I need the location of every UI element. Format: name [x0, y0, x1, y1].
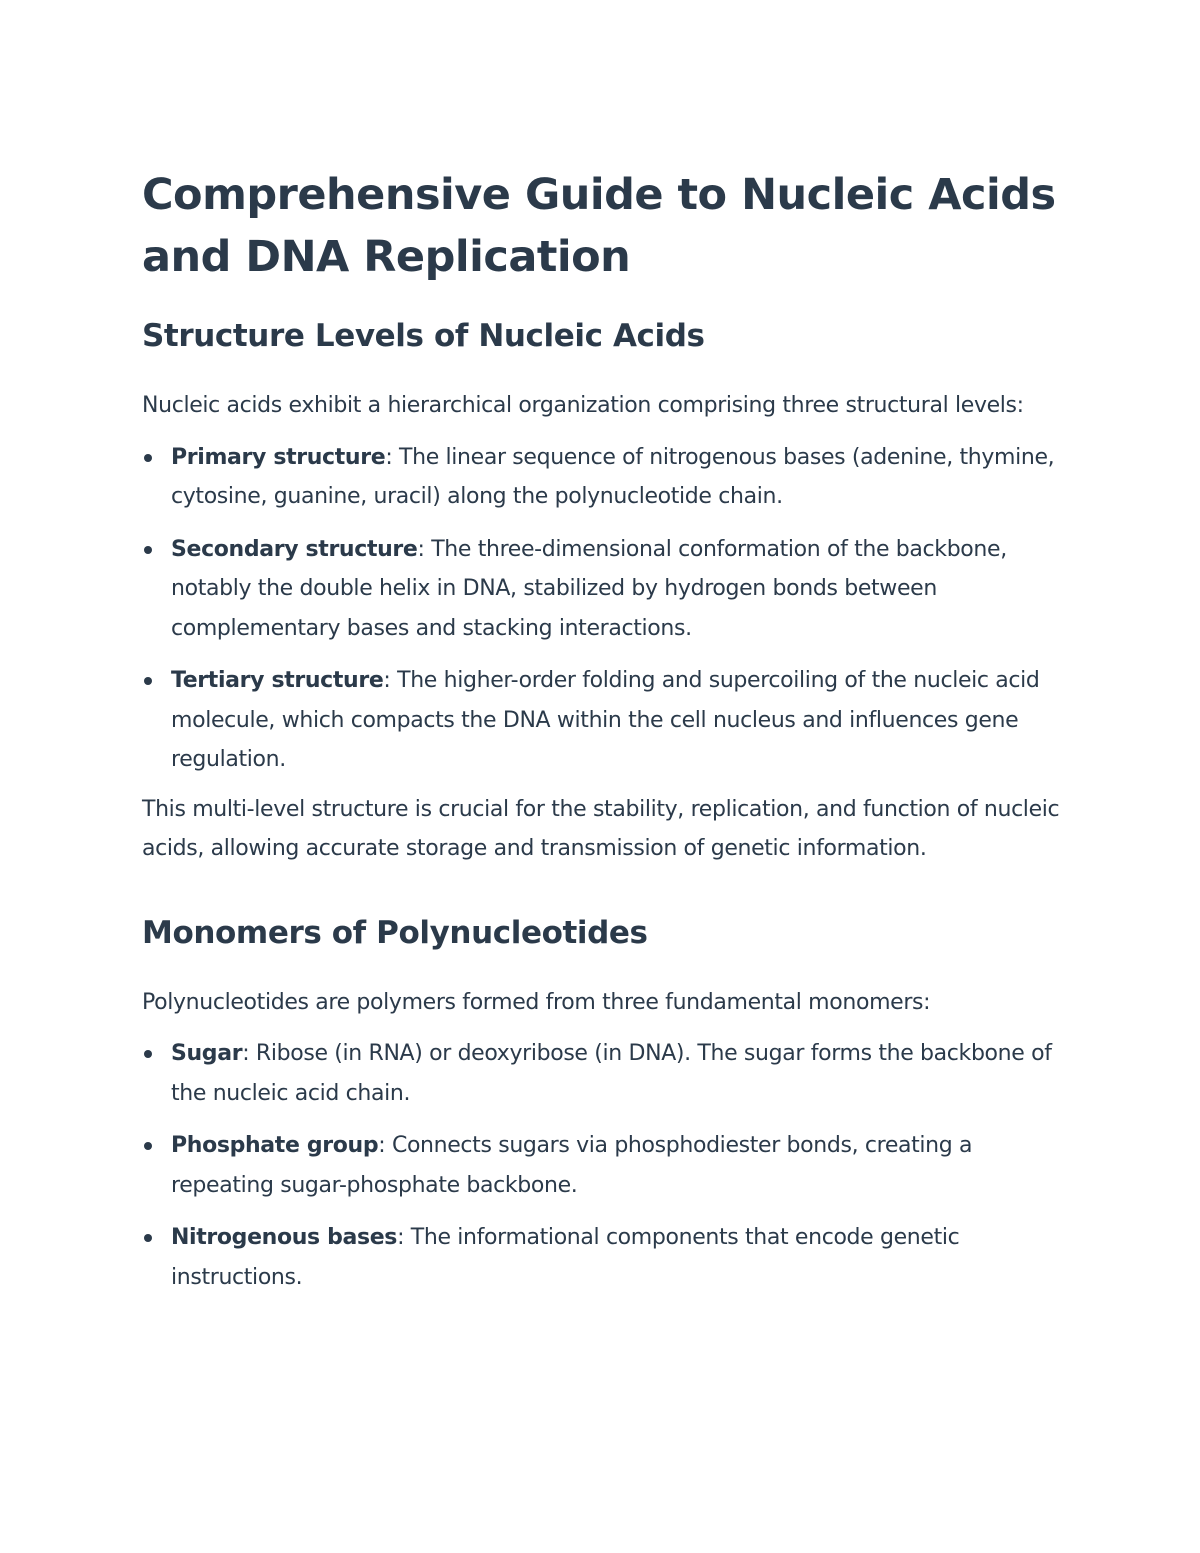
list-item-text: : The higher-order folding and supercoiling of the nucleic acid molecule, which compacts the DNA within the cell nucleus and influences gene regulation.	[171, 668, 1040, 772]
section-intro: Polynucleotides are polymers formed from three fundamental monomers:	[142, 989, 931, 1015]
page-title: Comprehensive Guide to Nucleic Acids and DNA Replication	[142, 170, 1056, 282]
bullet-icon	[144, 677, 152, 685]
bullet-icon	[144, 454, 152, 462]
list-item-term: Secondary structure	[171, 536, 418, 562]
bullet-icon	[144, 546, 152, 554]
section-conclusion: This multi-level structure is crucial for the stability, replication, and function of nucleic acids, allowing accurate storage and transmission of genetic information.	[142, 796, 1060, 861]
bullet-list	[142, 438, 1062, 780]
list-item	[142, 1126, 1062, 1205]
document-page	[142, 164, 1062, 1297]
list-item	[142, 530, 1062, 649]
bullet-icon	[144, 1234, 152, 1242]
section-monomers	[142, 913, 1062, 1298]
list-item-term: Tertiary structure	[171, 668, 384, 693]
list-item-text: : The informational components that encode genetic instructions.	[171, 1225, 960, 1290]
bullet-icon	[144, 1050, 152, 1058]
list-item	[142, 438, 1062, 517]
list-item	[142, 1034, 1062, 1113]
bullet-icon	[144, 1142, 152, 1150]
bullet-list	[142, 1034, 1062, 1297]
section-heading: Monomers of Polynucleotides	[142, 914, 648, 951]
list-item-term: Phosphate group	[171, 1133, 379, 1158]
list-item	[142, 661, 1062, 780]
list-item-text: : Connects sugars via phosphodiester bonds, creating a repeating sugar-phosphate backbone.	[171, 1133, 973, 1198]
list-item-term: Nitrogenous bases	[171, 1225, 398, 1250]
list-item-text: : The linear sequence of nitrogenous bases (adenine, thymine, cytosine, guanine, uracil) along the polynucleotide chain.	[171, 444, 1055, 509]
section-intro: Nucleic acids exhibit a hierarchical organization comprising three structural levels:	[142, 393, 1024, 418]
list-item	[142, 1218, 1062, 1297]
list-item-text: : Ribose (in RNA) or deoxyribose (in DNA). The sugar forms the backbone of the nucleic acid chain.	[171, 1041, 1052, 1106]
list-item-term: Sugar	[171, 1041, 243, 1066]
section-structure-levels	[142, 316, 1062, 869]
section-heading: Structure Levels of Nucleic Acids	[142, 318, 705, 354]
list-item-text: : The three-dimensional conformation of the backbone, notably the double helix in DNA, stabilized by hydrogen bonds between complementary bases and stacking interactions.	[171, 536, 1007, 641]
list-item-term: Primary structure	[171, 444, 386, 470]
